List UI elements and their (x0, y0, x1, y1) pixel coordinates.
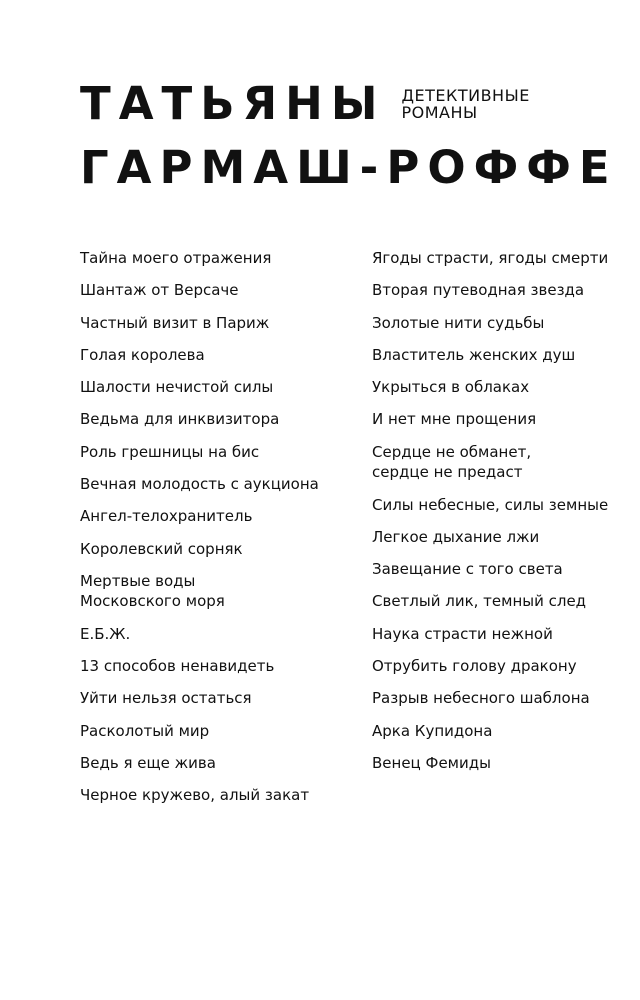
subtitle-line-2: РОМАНЫ (401, 103, 478, 122)
book-title: Силы небесные, силы земные (372, 495, 609, 514)
book-title: Ведь я еще жива (80, 753, 216, 772)
book-title: Наука страсти нежной (372, 624, 553, 643)
book-title: Вечная молодость с аукциона (80, 475, 319, 494)
book-title: Расколотый мир (80, 721, 210, 740)
book-title: 13 способов ненавидеть (80, 657, 275, 676)
book-title: Завещание с того света (372, 560, 563, 579)
book-title: Легкое дыхание лжи (372, 527, 540, 546)
author-first-name: ТАТЬЯНЫ (80, 77, 386, 130)
book-title: Светлый лик, темный след (372, 592, 587, 611)
book-title: Ведьма для инквизитора (80, 410, 280, 429)
book-title: Шантаж от Версаче (80, 281, 239, 300)
book-title: Черное кружево, алый закат (80, 786, 310, 805)
book-title: Уйти нельзя остаться (80, 689, 252, 708)
book-title: Властитель женских душ (372, 345, 576, 364)
book-title: Частный визит в Париж (80, 313, 270, 332)
book-title: Отрубить голову дракону (372, 657, 577, 676)
book-list-left-column (80, 248, 372, 818)
book-title: Тайна моего отражения (80, 249, 272, 267)
book-title: Мертвые воды Московского моря (80, 571, 225, 611)
book-title: Ягоды страсти, ягоды смерти (372, 249, 609, 267)
series-subtitle (401, 87, 529, 121)
book-title: Королевский сорняк (80, 539, 243, 558)
book-title: Арка Купидона (372, 721, 493, 740)
book-list (80, 248, 620, 818)
book-title: Укрыться в облаках (372, 378, 530, 397)
book-title: Разрыв небесного шаблона (372, 689, 590, 708)
book-title: Венец Фемиды (372, 753, 491, 772)
book-title: И нет мне прощения (372, 410, 537, 429)
book-title: Е.Б.Ж. (80, 624, 131, 643)
series-title (80, 78, 620, 198)
book-title: Золотые нити судьбы (372, 313, 545, 332)
book-title: Шалости нечистой силы (80, 378, 274, 397)
book-title: Голая королева (80, 345, 205, 364)
title-row-first (80, 78, 620, 130)
book-title: Ангел-телохранитель (80, 507, 253, 526)
subtitle-line-1: ДЕТЕКТИВНЫЕ (401, 86, 530, 105)
book-list-right-column (372, 248, 620, 818)
book-title: Роль грешницы на бис (80, 442, 260, 461)
book-title: Сердце не обманет, сердце не предаст (372, 442, 532, 482)
book-title: Вторая путеводная звезда (372, 281, 585, 300)
author-last-name: ГАРМАШ-РОФФЕ (80, 141, 618, 194)
